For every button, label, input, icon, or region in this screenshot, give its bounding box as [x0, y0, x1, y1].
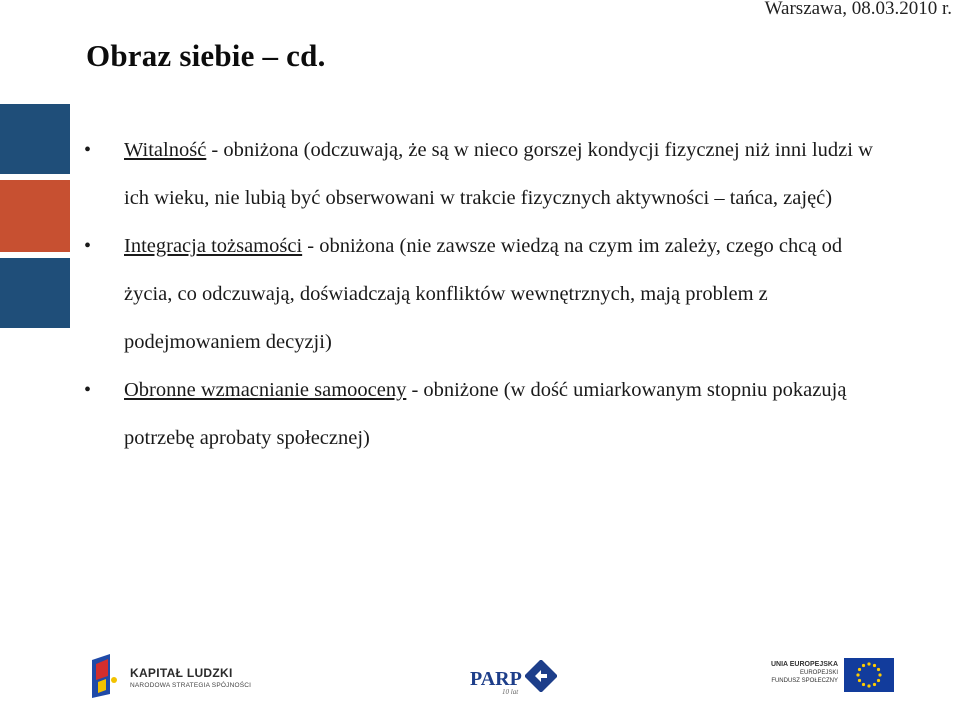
parp-name: PARP	[470, 668, 522, 690]
kapital-ludzki-flag-icon	[92, 654, 122, 698]
bullet-list	[84, 126, 884, 462]
kapital-ludzki-logo	[92, 654, 252, 700]
bullet-dot-icon: •	[84, 235, 92, 257]
eu-line2: EUROPEJSKI	[799, 670, 838, 676]
bullet-term: Witalność	[124, 139, 207, 161]
bullet-text: - obniżona (nie zawsze wiedzą na czym im zależy, czego chcą od życia, co odczuwają, doświadczają konfliktów wewnętrznych, mają problem z podejmowaniem decyzji)	[124, 235, 843, 353]
bullet-item-integracja	[84, 222, 884, 366]
eu-logo	[768, 658, 898, 698]
eu-text	[768, 660, 838, 685]
slide-title: Obraz siebie – cd.	[86, 38, 326, 73]
eu-line3: FUNDUSZ SPOŁECZNY	[771, 678, 838, 684]
bullet-term: Integracja tożsamości	[124, 235, 303, 257]
side-accent-bar-blue-bottom	[0, 258, 70, 328]
parp-subtitle: 10 lat	[502, 688, 519, 696]
bullet-item-witalnosc	[84, 126, 884, 222]
bullet-dot-icon: •	[84, 379, 92, 401]
bullet-item-obronne	[84, 366, 884, 462]
parp-arrow-icon	[525, 660, 557, 692]
side-accent-bar-orange	[0, 180, 70, 252]
bullet-text: - obniżona (odczuwają, że są w nieco gorszej kondycji fizycznej niż inni ludzi w ich wieku, nie lubią być obserwowani w trakcie fizycznych aktywności – tańca, zajęć)	[124, 139, 873, 209]
kapital-ludzki-subtitle: NARODOWA STRATEGIA SPÓJNOŚCI	[130, 682, 252, 689]
bullet-text: - obniżone (w dość umiarkowanym stopniu pokazują potrzebę aprobaty społecznej)	[124, 379, 847, 449]
side-accent-bar-blue-top	[0, 104, 70, 174]
parp-logo	[470, 656, 570, 696]
bullet-term: Obronne wzmacnianie samooceny	[124, 379, 407, 401]
eu-line1: UNIA EUROPEJSKA	[770, 661, 838, 668]
date-label: Warszawa, 08.03.2010 r.	[764, 0, 952, 19]
kapital-ludzki-title: KAPITAŁ LUDZKI	[130, 666, 233, 680]
bullet-dot-icon: •	[84, 139, 92, 161]
eu-flag-icon	[844, 658, 894, 692]
footer-logos	[0, 648, 960, 708]
